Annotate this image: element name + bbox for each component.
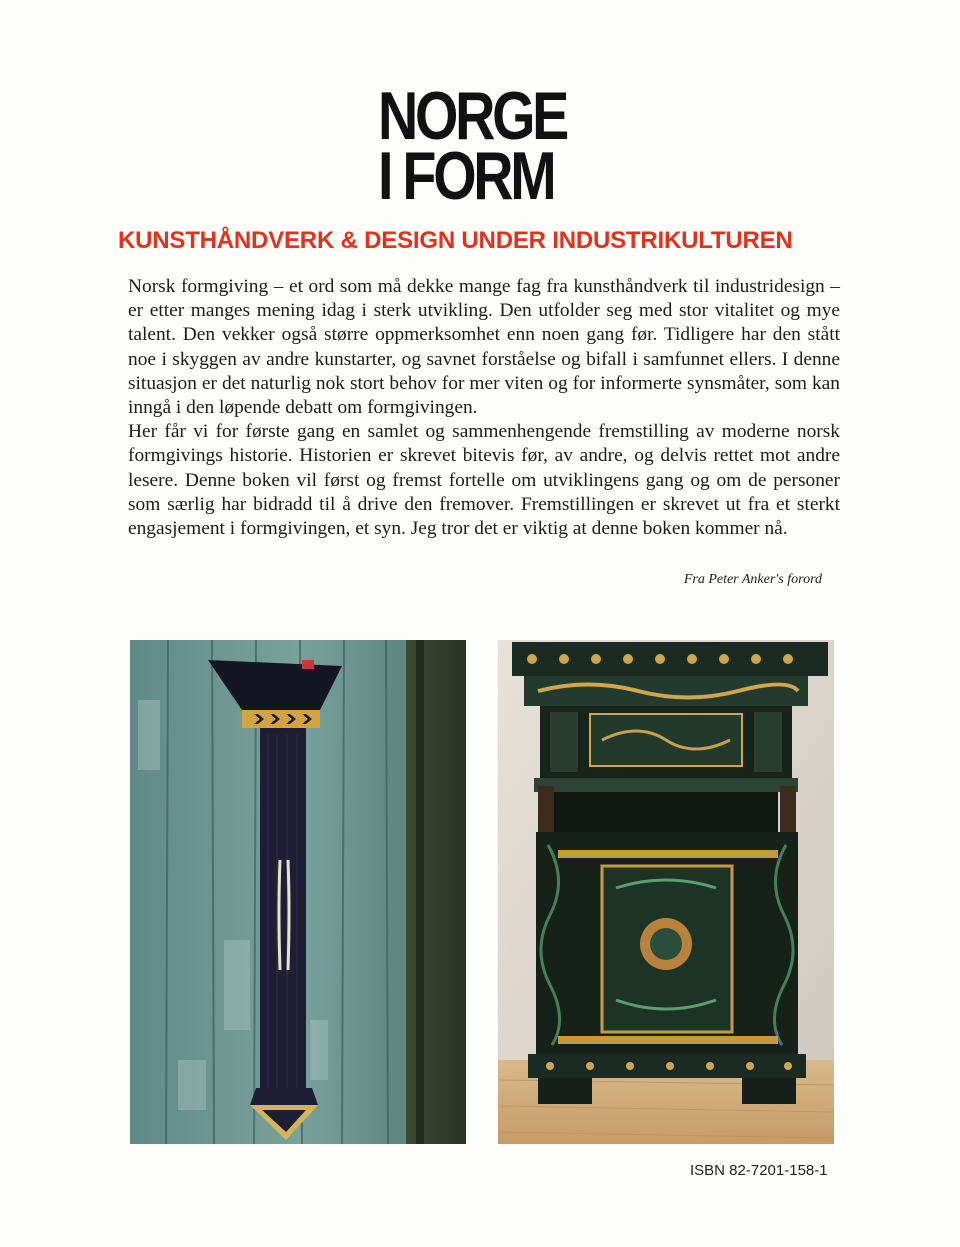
photo-carved-pillar [130, 640, 466, 1144]
photo-decorated-cabinet [498, 640, 834, 1144]
foreword-paragraph-1: Norsk formgiving – et ord som må dekke mange fag fra kunsthåndverk til industridesign – er etter manges mening idag i sterk utvikling. Den utfolder seg med stor vitalitet og mye talent. Den vekker også større oppmerksomhet enn noen gang før. Tidligere har den stått noe i skyggen av andre kunstarter, og savnet forståelse og bifall i samfunnet ellers. I denne situasjon er det naturlig nok stort behov for mer viten og for informerte synsmåter, som kan inngå i den løpende debatt om formgivingen. [128, 276, 840, 419]
foreword-paragraph-2: Her får vi for første gang en samlet og sammenhengende fremstilling av moderne norsk formgivings historie. Historien er skrevet bitevis før, av andre, og delvis rettet mot andre lesere. Denne boken vil først og fremst fortelle om utviklingens gang og om de personer som særlig har bidradd til å drive den fremover. Fremstillingen er skrevet ut fra et sterkt engasjement i formgivingen, et syn. Jeg tror det er viktig at denne boken kommer nå. [128, 421, 840, 540]
title-line-2: I FORM [378, 138, 554, 214]
book-title [378, 78, 567, 214]
book-subtitle: KUNSTHÅNDVERK & DESIGN UNDER INDUSTRIKULTUREN [118, 227, 793, 254]
isbn: ISBN 82-7201-158-1 [690, 1162, 828, 1179]
foreword-excerpt [128, 275, 840, 541]
title-line-1: NORGE [378, 78, 567, 154]
attribution: Fra Peter Anker's forord [683, 572, 822, 587]
